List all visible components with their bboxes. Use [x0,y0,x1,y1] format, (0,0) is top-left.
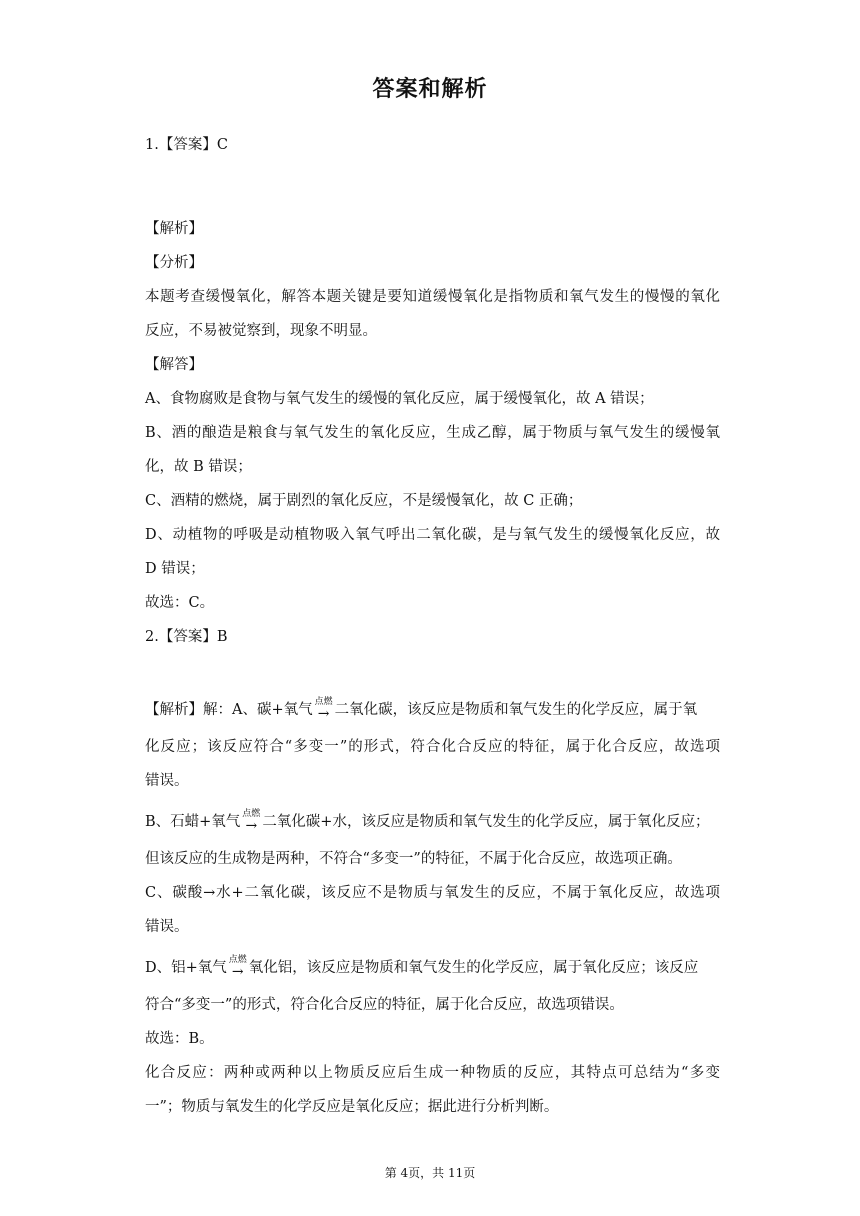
reaction-condition: 点燃 [314,697,333,707]
q2-choice: 故选：B。 [145,1031,214,1047]
q1-analysis-line1: 本题考查缓慢氧化，解答本题关键是要知道缓慢氧化是指物质和氧气发生的慢慢的氧化 [145,289,720,305]
q1-choice: 故选：C。 [145,595,215,611]
q1-option-d-line2: D 错误； [145,561,205,577]
q2-option-d-line2: 符合“多变一”的形式，符合化合反应的特征，属于化合反应，故选项错误。 [145,997,624,1013]
q2-b-pre: B、石蜡+氧气 [145,814,241,830]
q1-option-a: A、食物腐败是食物与氧气发生的缓慢的氧化反应，属于缓慢氧化，故 A 错误； [145,391,654,407]
q2-option-d-line1 [145,955,720,980]
q1-option-d-line1: D、动植物的呼吸是动植物吸入氧气呼出二氧化碳，是与氧气发生的缓慢氧化反应，故 [145,527,720,543]
q1-answer: 1.【答案】C [145,137,228,153]
q1-analysis-line2: 反应，不易被觉察到，现象不明显。 [145,323,377,339]
q2-note-line2: 一”；物质与氧发生的化学反应是氧化反应；据此进行分析判断。 [145,1099,559,1115]
page-title: 答案和解析 [372,77,488,102]
q2-a-post: 二氧化碳，该反应是物质和氧气发生的化学反应，属于氧 [334,702,698,718]
q2-option-a-line1 [145,697,720,722]
reaction-condition: 点燃 [228,955,247,965]
q2-a-pre: 【解析】解：A、碳+氧气 [145,702,313,718]
reaction-arrow [227,955,249,980]
reaction-arrow [240,809,262,834]
q2-b-post: 二氧化碳+水，该反应是物质和氧气发生的化学反应，属于氧化反应； [262,814,710,830]
q2-d-post: 氧化铝，该反应是物质和氧气发生的化学反应，属于氧化反应；该反应 [248,960,699,976]
q2-note-line1: 化合反应：两种或两种以上物质反应后生成一种物质的反应，其特点可总结为“多变 [145,1065,720,1081]
q2-option-b-line2: 但该反应的生成物是两种，不符合“多变一”的特征，不属于化合反应，故选项正确。 [145,851,682,867]
reaction-condition: 点燃 [242,809,261,819]
q1-jieda-heading: 【解答】 [145,357,203,373]
q2-d-pre: D、铝+氧气 [145,960,227,976]
arrow-icon: → [245,818,258,834]
q1-jiexi-heading: 【解析】 [145,221,203,237]
arrow-icon: → [231,964,244,980]
q2-answer: 2.【答案】B [145,629,228,645]
q1-option-b-line2: 化，故 B 错误； [145,459,252,475]
q2-option-c-line2: 错误。 [145,919,189,935]
q2-option-a-line2: 化反应；该反应符合“多变一”的形式，符合化合反应的特征，属于化合反应，故选项 [145,739,720,755]
reaction-arrow [313,697,335,722]
page-footer: 第 4页，共 11页 [384,1166,476,1180]
arrow-icon: → [317,706,330,722]
q1-option-c: C、酒精的燃烧，属于剧烈的氧化反应，不是缓慢氧化，故 C 正确； [145,493,583,509]
q2-option-a-line3: 错误。 [145,773,189,789]
q2-option-c-line1: C、碳酸→水+二氧化碳，该反应不是物质与氧发生的反应，不属于氧化反应，故选项 [145,885,720,901]
q1-fenxi-heading: 【分析】 [145,255,203,271]
q1-option-b-line1: B、酒的酿造是粮食与氧气发生的氧化反应，生成乙醇，属于物质与氧气发生的缓慢氧 [145,425,720,441]
q2-option-b-line1 [145,809,720,834]
